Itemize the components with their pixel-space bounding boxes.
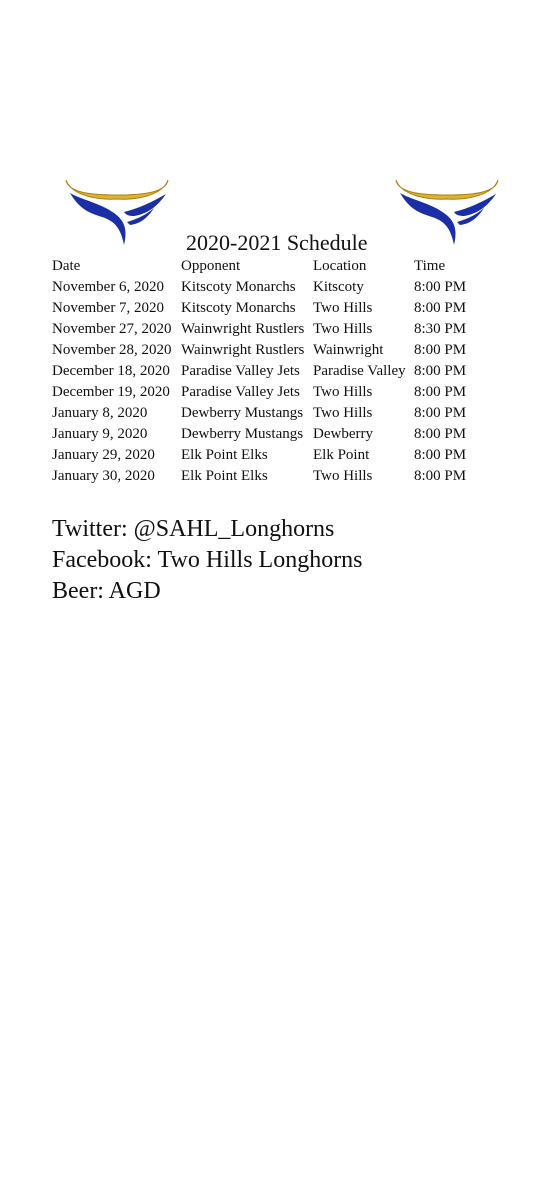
table-row [52,319,474,340]
table-row [52,382,474,403]
table-row [52,361,474,382]
table-row [52,445,474,466]
game-date: December 19, 2020 [52,384,170,400]
game-time: 8:00 PM [414,342,467,358]
game-location: Two Hills [313,384,373,400]
game-date: November 28, 2020 [52,342,172,358]
game-time: 8:00 PM [414,447,467,463]
table-row [52,340,474,361]
table-header-row [52,256,474,277]
game-opponent: Elk Point Elks [181,468,268,484]
beer-sponsor: Beer: AGD [52,578,161,604]
game-opponent: Paradise Valley Jets [181,363,300,379]
game-opponent: Paradise Valley Jets [181,384,300,400]
game-opponent: Elk Point Elks [181,447,268,463]
schedule-table [52,256,474,487]
table-row [52,298,474,319]
game-time: 8:00 PM [414,405,467,421]
longhorn-logo-left [62,166,172,248]
game-time: 8:00 PM [414,300,467,316]
schedule-title: 2020-2021 Schedule [186,230,368,255]
table-row [52,466,474,487]
column-header-location: Location [313,258,367,274]
game-date: November 27, 2020 [52,321,172,337]
game-opponent: Wainwright Rustlers [181,321,305,337]
game-date: January 9, 2020 [52,426,148,442]
column-header-date: Date [52,258,81,274]
game-opponent: Kitscoty Monarchs [181,300,296,316]
game-location: Two Hills [313,300,373,316]
game-time: 8:00 PM [414,363,467,379]
game-opponent: Dewberry Mustangs [181,426,304,442]
game-time: 8:00 PM [414,426,467,442]
column-header-time: Time [414,258,446,274]
game-date: November 7, 2020 [52,300,165,316]
game-time: 8:00 PM [414,468,467,484]
longhorn-logo-right [392,166,502,248]
game-date: November 6, 2020 [52,279,165,295]
game-date: January 29, 2020 [52,447,155,463]
game-location: Two Hills [313,468,373,484]
table-row [52,277,474,298]
column-header-opponent: Opponent [181,258,241,274]
game-location: Two Hills [313,405,373,421]
game-date: January 30, 2020 [52,468,155,484]
game-opponent: Wainwright Rustlers [181,342,305,358]
game-location: Elk Point [313,447,370,463]
table-row [52,424,474,445]
game-opponent: Kitscoty Monarchs [181,279,296,295]
game-time: 8:00 PM [414,279,467,295]
game-location: Paradise Valley [313,363,406,379]
game-location: Two Hills [313,321,373,337]
game-date: January 8, 2020 [52,405,148,421]
game-opponent: Dewberry Mustangs [181,405,304,421]
game-date: December 18, 2020 [52,363,170,379]
game-location: Dewberry [313,426,373,442]
game-time: 8:00 PM [414,384,467,400]
table-row [52,403,474,424]
facebook-page: Facebook: Two Hills Longhorns [52,547,363,573]
social-info [52,514,363,607]
game-location: Kitscoty [313,279,364,295]
game-location: Wainwright [313,342,384,358]
twitter-handle: Twitter: @SAHL_Longhorns [52,516,335,542]
game-time: 8:30 PM [414,321,467,337]
